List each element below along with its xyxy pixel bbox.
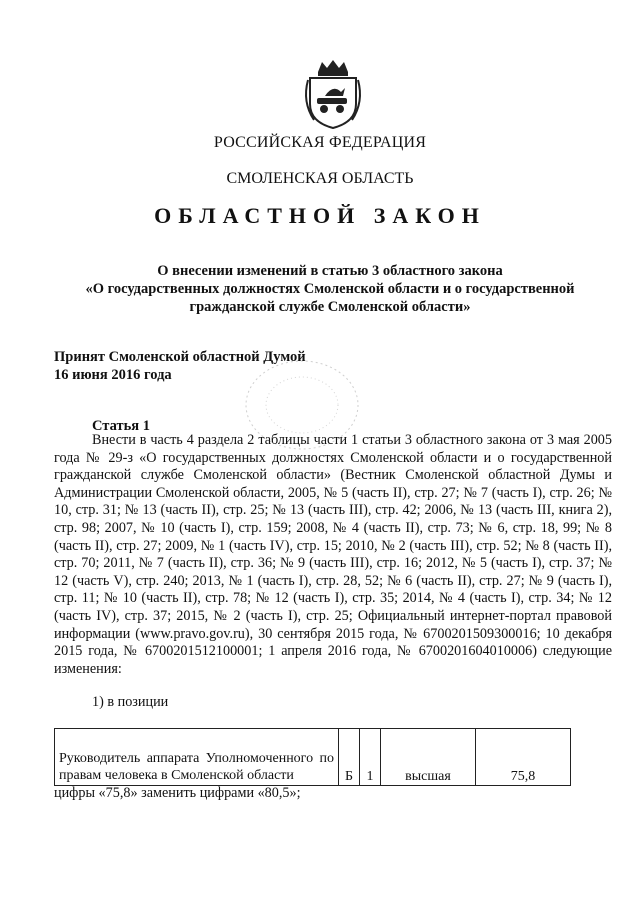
title-line: гражданской службе Смоленской области» (189, 299, 471, 315)
adoption-date: 16 июня 2016 года (54, 367, 172, 383)
article-heading: Статья 1 (92, 418, 150, 434)
item-1-label: 1) в позиции (92, 694, 169, 710)
value-cell: 75,8 (476, 729, 571, 786)
title-line: О внесении изменений в статью 3 областного закона (157, 263, 503, 279)
article-text: Внести в часть 4 раздела 2 таблицы части 1 статьи 3 областного закона от 3 мая 2005 года № 29-з «О государственных должностях Смоленской области и о государственной гражданской службе Смоленской области» (Вестник Смоленской областной Думы и Администрации Смоленской области, 2005, № 5 (часть II), стр. 27; № 7 (часть I), стр. 26; № 10, стр. 31; № 13 (часть II), стр. 25; № 13 (часть III), стр. 42; 2006, № 13 (часть III, книга 2), стр. 98; 2007, № 10 (часть I), стр. 159; 2008, № 4 (часть II), стр. 73; № 6, стр. 18, 99; № 8 (часть II), стр. 27; 2009, № 1 (часть IV), стр. 15; 2010, № 2 (часть III), стр. 52; № 8 (часть II), стр. 70; 2011, № 7 (часть II), стр. 36; № 9 (часть III), стр. 16; 2012, № 5 (часть I), стр. 37; № 12 (часть V), стр. 240; 2013, № 1 (часть I), стр. 28, 52; № 6 (часть II), стр. 27; № 9 (часть I), стр. 11; № 10 (часть II), стр. 78; № 12 (часть I), стр. 35; 2014, № 4 (часть I), стр. 34; № 12 (часть IV), стр. 37; 2015, № 2 (часть I), стр. 25; Официальный интернет-портал правовой информации (www.pravo.gov.ru), 30 сентября 2015 года, № 6700201509300016; 10 декабря 2015 года, № 6700201512100001; 1 апреля 2016 года, № 6700201604010006) следующие изменения: (54, 432, 612, 677)
law-title (70, 262, 590, 316)
country-heading: РОССИЙСКАЯ ФЕДЕРАЦИЯ (213, 134, 427, 151)
region-heading: СМОЛЕНСКАЯ ОБЛАСТЬ (226, 170, 414, 187)
position-name-cell: Руководитель аппарата Уполномоченного по правам человека в Смоленской области (55, 729, 339, 786)
position-table (54, 728, 571, 786)
table-row (55, 729, 571, 786)
level-cell: 1 (360, 729, 381, 786)
coat-of-arms-icon (300, 58, 366, 130)
document-type-heading: ОБЛАСТНОЙ ЗАКОН (154, 203, 486, 228)
title-line: «О государственных должностях Смоленской области и о государственной (85, 281, 575, 297)
group-cell: Б (339, 729, 360, 786)
category-cell: высшая (381, 729, 476, 786)
adoption-body: Принят Смоленской областной Думой (54, 349, 306, 365)
replacement-text: цифры «75,8» заменить цифрами «80,5»; (54, 785, 301, 801)
